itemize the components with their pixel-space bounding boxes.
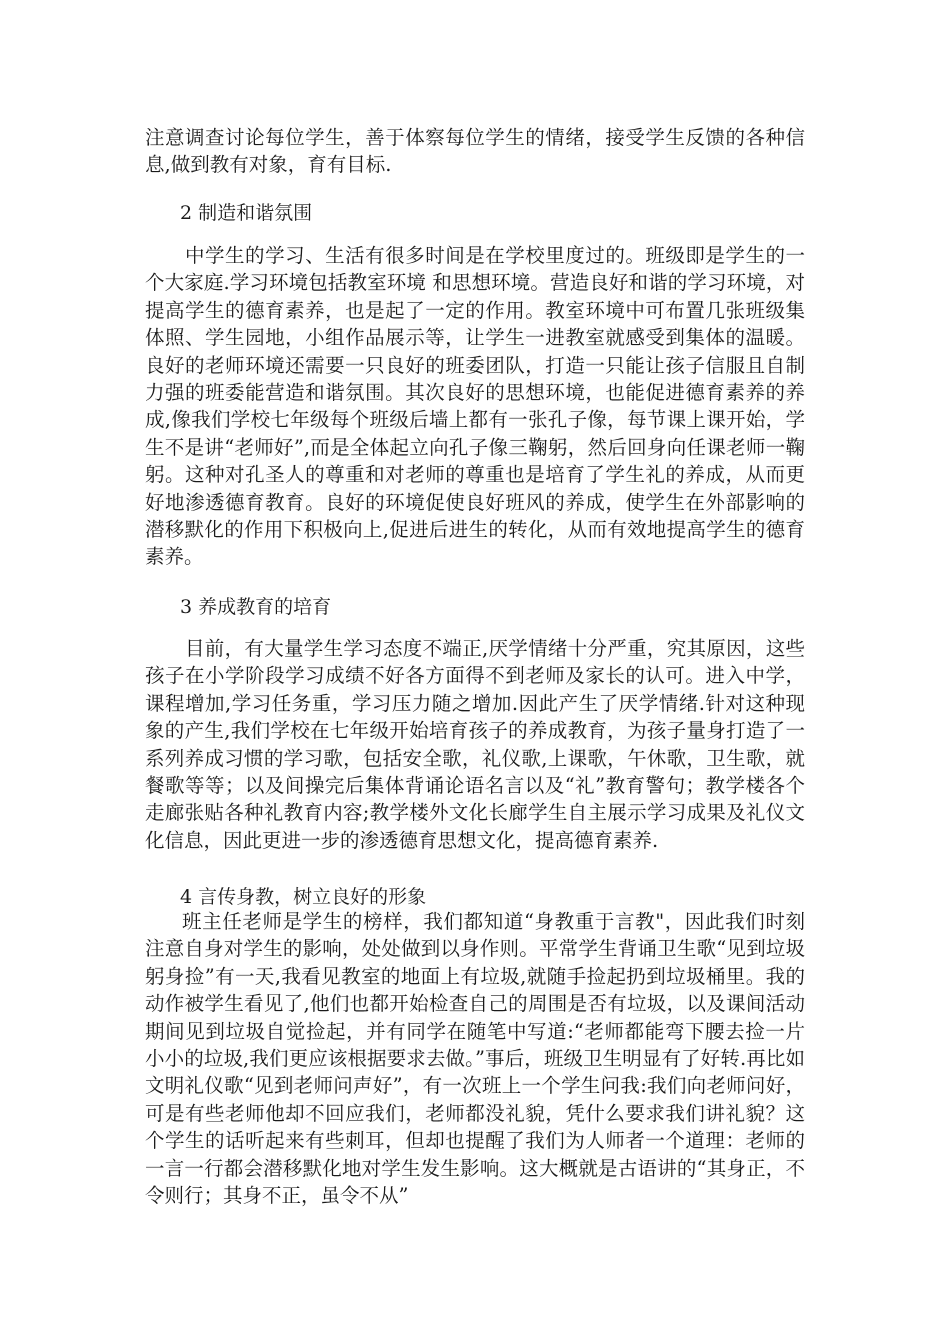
section-heading-3: 3 养成教育的培育 [180,596,332,618]
paragraph-4: 班主任老师是学生的榜样，我们都知道“身教重于言教"，因此我们时刻注意自身对学生的影响，处处做到以身作则。平常学生背诵卫生歌“见到垃圾躬身捡”有一天,我看见教室的地面上有垃圾,就随手捡起扔到垃圾桶里。我的动作被学生看见了,他们也都开始检查自己的周围是否有垃圾，以及课间活动期间见到垃圾自觉捡起，并有同学在随笔中写道:“老师都能弯下腰去捡一片小小的垃圾,我们更应该根据要求去做。”事后，班级卫生明显有了好转.再比如文明礼仪歌“见到老师问声好”，有一次班上一个学生问我:我们向老师问好，可是有些老师他却不回应我们，老师都没礼貌，凭什么要求我们讲礼貌？这个学生的话听起来有些刺耳，但却也提醒了我们为人师者一个道理：老师的一言一行都会潜移默化地对学生发生影响。这大概就是古语讲的“其身正，不令则行；其身不正，虽令不从” [145,910,805,1208]
section-heading-2: 2 制造和谐氛围 [180,202,313,224]
section-heading-4: 4 言传身教，树立良好的形象 [180,886,427,908]
paragraph-1: 注意调查讨论每位学生，善于体察每位学生的情绪，接受学生反馈的各种信息,做到教有对象，育有目标. [145,126,805,177]
paragraph-3: 目前，有大量学生学习态度不端正,厌学情绪十分严重，究其原因，这些孩子在小学阶段学习成绩不好各方面得不到老师及家长的认可。进入中学，课程增加,学习任务重，学习压力随之增加.因此产生了厌学情绪.针对这种现象的产生,我们学校在七年级开始培育孩子的养成教育，为孩子量身打造了一系列养成习惯的学习歌，包括安全歌，礼仪歌,上课歌，午休歌，卫生歌，就餐歌等等；以及间操完后集体背诵论语名言以及“礼”教育警句；教学楼各个走廊张贴各种礼教育内容;教学楼外文化长廊学生自主展示学习成果及礼仪文化信息，因此更进一步的渗透德育思想文化，提高德育素养. [145,637,805,852]
paragraph-2: 中学生的学习、生活有很多时间是在学校里度过的。班级即是学生的一个大家庭.学习环境包括教室环境 和思想环境。营造良好和谐的学习环境，对提高学生的德育素养，也是起了一定的作用。教室环境中可布置几张班级集体照、学生园地，小组作品展示等，让学生一进教室就感受到集体的温暖。良好的老师环境还需要一只良好的班委团队，打造一只能让孩子信服且自制力强的班委能营造和谐氛围。其次良好的思想环境，也能促进德育素养的养成,像我们学校七年级每个班级后墙上都有一张孔子像，每节课上课开始，学生不是讲“老师好”,而是全体起立向孔子像三鞠躬，然后回身向任课老师一鞠躬。这种对孔圣人的尊重和对老师的尊重也是培育了学生礼的养成，从而更好地渗透德育教育。良好的环境促使良好班风的养成，使学生在外部影响的潜移默化的作用下积极向上,促进后进生的转化，从而有效地提高学生的德育素养。 [145,244,805,569]
